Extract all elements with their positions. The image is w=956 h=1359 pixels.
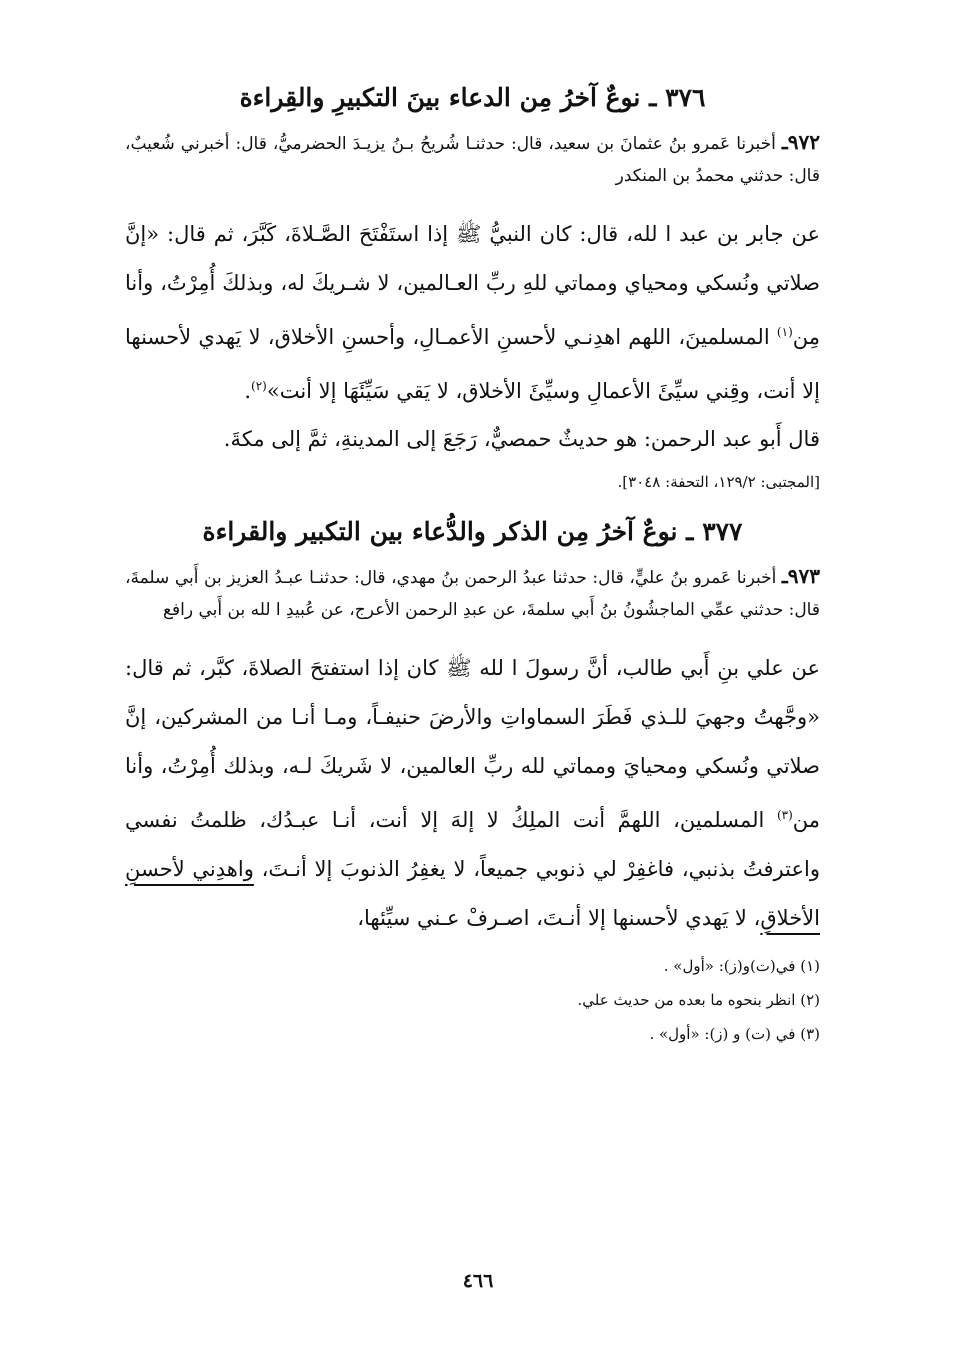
matn-text-973-a: عن علي بنِ أَبي طالب، أنَّ رسولَ ا لله ﷺ كان إذا استفتحَ الصلاةَ، كبَّر، ثم قال: «وجَّهتُ وجهيَ للـذي فَطَرَ السماواتِ والأرضَ حنيفـاً، ومـا أنـا من المشركين، إنَّ صلاتي ونُسكي ومحيايَ ومماتي لله ربِّ العالمين، لا شَريكَ لـه، وبذلك أُمِرْتُ، وأنا من	[125, 656, 820, 832]
footnotes	[440, 949, 820, 1051]
isnad-972	[125, 126, 820, 192]
isnad-text-972: أخبرنا عَمرو بنُ عثمانَ بن سعيد، قال: حدثنـا شُريحُ بـنُ يزيـدَ الحضرميُّ، قال: أخبرني شُعيبٌ، قال: حدثني محمدُ بن المنكدر	[125, 134, 820, 186]
reference-972: [المجتبى: ١٢٩/٢، التحفة: ٣٠٤٨].	[617, 473, 820, 491]
footnote-marker-3: (٣)	[776, 808, 793, 822]
hadith-number-972: ٩٧٢ـ	[781, 130, 821, 154]
footnote-1: (١) في(ت)و(ز): «أول» .	[663, 957, 820, 975]
matn-text-972-b: المسلمينَ، اللهم اهدِنـي لأحسنِ الأعمـالِ، وأحسنِ الأخلاق، لا يَهدي لأحسنها إلا أنت، وقِني سيِّئَ الأعمالِ وسيِّئَ الأخلاق، لا يَقي سَيِّئَهَا إلا أنت»	[125, 325, 820, 403]
matn-972	[125, 210, 820, 416]
matn-text-972-a: عن جابر بن عبد ا لله، قال: كان النبيُّ ﷺ إذا استَفْتَحَ الصَّـلاةَ، كَبَّرَ، ثم قال: «إنَّ صلاتي ونُسكي ومحياي ومماتي للهِ ربِّ العـالمين، لا شـريكَ له، وبذلكَ أُمِرْتُ، وأنا مِن	[125, 222, 820, 349]
matn-underlined-phrase: واهدِني لأحسنِ الأخلاقِ	[125, 857, 820, 930]
chapter-heading-377: ٣٧٧ ـ نوعٌ آخرُ مِن الذكر والدُّعاء بين التكبير والقراءة	[202, 517, 743, 546]
matn-973	[125, 644, 820, 943]
isnad-973	[125, 560, 820, 626]
footnote-3: (٣) في (ت) و (ز): «أول» .	[649, 1025, 820, 1043]
footnote-marker-2: (٢)	[251, 379, 267, 393]
page-number: ٤٦٦	[462, 1270, 494, 1292]
isnad-text-973: أخبرنا عَمرو بنُ عليٍّ، قال: حدثنا عبدُ الرحمن بنُ مهدي، قال: حدثنـا عبـدُ العزيز بن أَبي سلمةَ، قال: حدثني عمِّي الماجشُونُ بنُ أَبي سلمةَ، عن عبدِ الرحمن الأعرج، عن عُبيدِ ا لله بن أَبي رافع	[125, 568, 820, 620]
page-body	[125, 70, 820, 1051]
footnote-2: (٢) انظر بنحوه ما بعده من حديث علي.	[577, 991, 820, 1009]
matn-text-973-tail: ، لا يَهدي لأحسنها إلا أنـتَ، اصـرفْ عـني سيِّئها،	[357, 906, 761, 930]
author-note-972: قال أَبو عبد الرحمن: هو حديثٌ حمصيٌّ، رَجَعَ إلى المدينةِ، ثمَّ إلى مكةَ.	[223, 427, 820, 451]
matn-text-973-b: المسلمين، اللهمَّ أنت الملِكُ لا إلهَ إلا أنت، أنـا عبـدُك، ظلمتُ نفسي واعترفتُ بذنبي، فاغفِرْ لي ذنوبي جميعاً، لا يغفِرُ الذنوبَ إلا أنـتَ،	[125, 808, 820, 881]
chapter-heading-376: ٣٧٦ ـ نوعٌ آخرُ مِن الدعاء بينَ التكبيرِ والقِراءة	[239, 83, 706, 112]
hadith-number-973: ٩٧٣ـ	[781, 564, 820, 588]
matn-text-972-end: .	[244, 379, 252, 403]
footnote-marker-1: (١)	[776, 325, 793, 339]
